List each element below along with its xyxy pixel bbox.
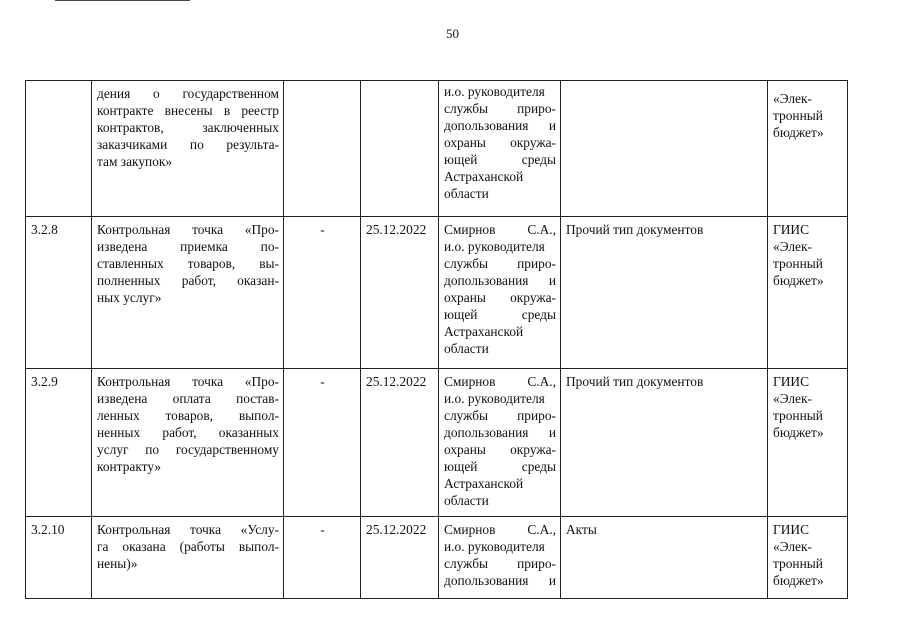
cell-responsible [439,217,561,369]
text-line: службы приро- [444,556,556,571]
text-line: допользования и [444,425,556,440]
text-line: ющей среды [444,459,556,474]
text-line: службы приро- [444,101,556,116]
cell-number [26,81,92,217]
text-line: службы приро- [444,408,556,423]
text-line: дения о государственном [97,86,279,101]
text-line: области [444,186,489,201]
cell-event-name [92,81,284,217]
text-line: полненных работ, оказан- [97,273,279,288]
cell-end-date: 25.12.2022 [361,217,439,369]
cell-document-type: Акты [561,517,768,599]
cell-end-date: 25.12.2022 [361,369,439,517]
cell-number: 3.2.10 [26,517,92,599]
cell-number: 3.2.8 [26,217,92,369]
text-line: Контрольная точка «Про- [97,222,279,237]
text-line: бюджет» [773,425,824,440]
text-line: Смирнов С.А., [444,222,556,237]
text-line: бюджет» [773,125,824,140]
text-line: и.о. руководителя [444,539,545,554]
table-row [26,81,848,217]
text-line: Смирнов С.А., [444,522,556,537]
text-line: и.о. руководителя [444,84,545,99]
cell-end-date: 25.12.2022 [361,517,439,599]
text-line: ГИИС [773,374,810,389]
header-rule [55,0,190,1]
text-line: ющей среды [444,307,556,322]
text-line: Астраханской [444,476,524,491]
text-line: тронный [773,256,823,271]
text-line: области [444,493,489,508]
text-line: тронный [773,556,823,571]
cell-start-date: - [284,369,361,517]
text-line: «Элек- [773,91,812,106]
text-line: Астраханской [444,324,524,339]
text-line: ставленных товаров, вы- [97,256,279,271]
text-line: Астраханской [444,169,524,184]
cell-start-date: - [284,517,361,599]
cell-responsible [439,517,561,599]
cell-start-date: - [284,217,361,369]
text-line: бюджет» [773,573,824,588]
text-line: допользования и [444,273,556,288]
cell-number: 3.2.9 [26,369,92,517]
text-line: нены)» [97,556,138,571]
text-line: охраны окружа- [444,442,556,457]
cell-responsible [439,81,561,217]
text-line: заказчиками по результа- [97,137,279,152]
text-line: «Элек- [773,391,812,406]
text-line: «Элек- [773,539,812,554]
text-line: «Элек- [773,239,812,254]
cell-info-system [768,217,848,369]
table-row [26,369,848,517]
text-line: ленных товаров, выпол- [97,408,279,423]
text-line: контрактов, заключенных [97,120,279,135]
text-line: Смирнов С.А., [444,374,556,389]
text-line: тронный [773,408,823,423]
cell-event-name [92,517,284,599]
text-line: га оказана (работы выпол- [97,539,279,554]
text-line: службы приро- [444,256,556,271]
text-line: охраны окружа- [444,290,556,305]
page-number: 50 [446,26,459,41]
text-line: ющей среды [444,152,556,167]
table-row [26,517,848,599]
cell-event-name [92,369,284,517]
text-line: изведена оплата постав- [97,391,279,406]
cell-responsible [439,369,561,517]
cell-info-system [768,81,848,217]
text-line: там закупок» [97,154,173,169]
text-line: допользования и [444,573,556,588]
text-line: и.о. руководителя [444,239,545,254]
cell-document-type [561,81,768,217]
cell-info-system [768,369,848,517]
cell-info-system [768,517,848,599]
cell-start-date [284,81,361,217]
text-line: ных услуг» [97,290,162,305]
table-row [26,217,848,369]
text-line: Контрольная точка «Услу- [97,522,279,537]
plan-table [25,80,848,599]
text-line: и.о. руководителя [444,391,545,406]
cell-document-type: Прочий тип документов [561,217,768,369]
text-line: ненных работ, оказанных [97,425,279,440]
text-line: допользования и [444,118,556,133]
text-line: ГИИС [773,222,810,237]
cell-end-date [361,81,439,217]
text-line: контракту» [97,459,162,474]
text-line: бюджет» [773,273,824,288]
text-line: ГИИС [773,522,810,537]
text-line: услуг по государственному [97,442,279,457]
text-line: изведена приемка по- [97,239,279,254]
cell-event-name [92,217,284,369]
cell-document-type: Прочий тип документов [561,369,768,517]
text-line: области [444,341,489,356]
text-line: тронный [773,108,823,123]
text-line: охраны окружа- [444,135,556,150]
text-line: контракте внесены в реестр [97,103,279,118]
text-line: Контрольная точка «Про- [97,374,279,389]
